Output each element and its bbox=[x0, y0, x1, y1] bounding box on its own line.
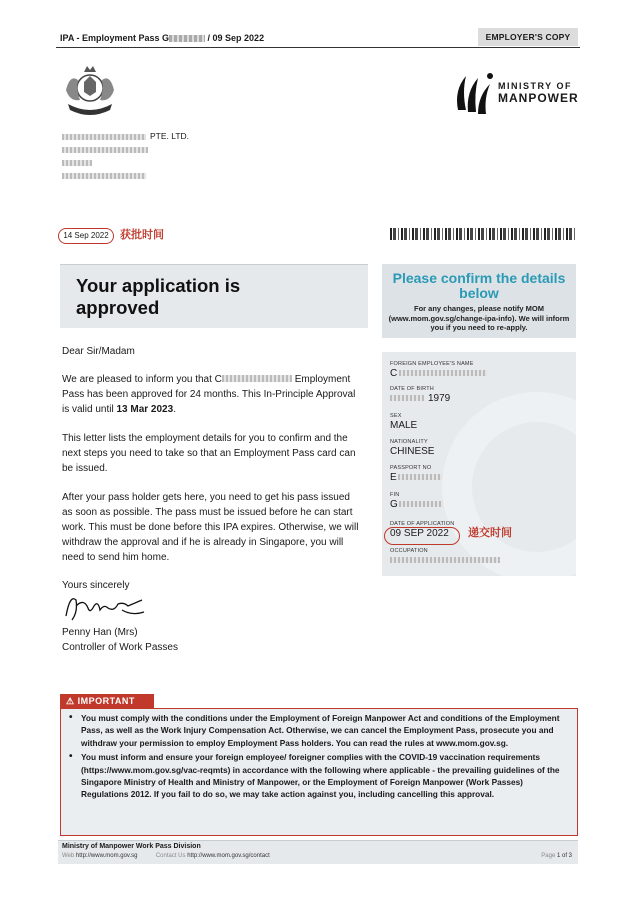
salutation: Dear Sir/Madam bbox=[62, 346, 135, 357]
redacted-text bbox=[222, 375, 292, 382]
footer-links: Web http://www.mom.gov.sg Contact Us http://www.mom.gov.sg/contact bbox=[62, 853, 270, 859]
approval-time-note: 获批时间 bbox=[120, 228, 164, 241]
footer-division: Ministry of Manpower Work Pass Division bbox=[62, 843, 201, 850]
barcode bbox=[390, 228, 576, 240]
redacted-text bbox=[399, 501, 443, 507]
approval-paragraph: We are pleased to inform you that C Employment Pass has been approved for 24 months. This In-Principle Approval is valid until 13 Mar 2023. bbox=[62, 374, 356, 415]
confirm-title: Please confirm the details below bbox=[392, 270, 566, 301]
page-footer bbox=[58, 840, 578, 864]
confirm-subtitle: For any changes, please notify MOM (www.mom.gov.sg/change-ipa-info). We will inform you if you need to re-apply. bbox=[388, 304, 570, 332]
dob-field: DATE OF BIRTH 1979 bbox=[390, 386, 451, 404]
notice-item: • You must comply with the conditions under the Employment of Foreign Manpower Act and conditions of the Employment Pass, as well as the Work Injury Compensation Act. Otherwise, we can cancel the Employment Pass, prosecute you and withdraw your permission to employ Employment Pass holders. You can read the rules at www.mom.gov.sg. bbox=[69, 712, 569, 749]
company-name: PTE. LTD. bbox=[62, 130, 189, 143]
important-notice bbox=[60, 708, 578, 836]
redacted-text bbox=[62, 173, 146, 179]
letter-date: 14 Sep 2022 bbox=[58, 228, 114, 244]
mom-wordmark: MINISTRY OF MANPOWER bbox=[498, 81, 579, 105]
passport-field: PASSPORT NO E bbox=[390, 465, 442, 483]
submission-time-note: 递交时间 bbox=[468, 526, 512, 539]
warning-icon: ⚠ bbox=[66, 696, 75, 706]
redacted-text bbox=[390, 395, 424, 401]
web-link[interactable]: http://www.mom.gov.sg bbox=[75, 853, 138, 859]
confirm-panel bbox=[382, 264, 576, 338]
date-of-application-highlight bbox=[384, 527, 460, 545]
approved-title: Your application is approved bbox=[76, 275, 241, 318]
contact-link[interactable]: http://www.mom.gov.sg/contact bbox=[187, 853, 270, 859]
nationality-field: NATIONALITY CHINESE bbox=[390, 439, 435, 457]
singapore-crest-icon bbox=[58, 60, 122, 120]
document-reference: IPA - Employment Pass G / 09 Sep 2022 bbox=[60, 33, 265, 43]
fin-field: FIN G bbox=[390, 492, 443, 510]
name-field: FOREIGN EMPLOYEE'S NAME C bbox=[390, 361, 487, 379]
signer-name: Penny Han (Mrs) bbox=[62, 627, 138, 638]
date-of-application-field: DATE OF APPLICATION 09 SEP 2022 bbox=[390, 521, 455, 539]
sex-field: SEX MALE bbox=[390, 413, 418, 431]
redacted-text bbox=[62, 160, 92, 166]
important-tag: ⚠ IMPORTANT bbox=[60, 694, 154, 708]
notice-item: • You must inform and ensure your foreign employee/ foreigner complies with the COVID-19 vaccination requirements (https://www.mom.gov.sg/vac-reqmts) in accordance with the following where applicable - the prevailing guidelines of the Singapore Ministry of Health and Ministry of Manpower, or the Employment of Foreign Manpower (Work Passes) Regulations 2012. If you fail to do so, we may take action against you, including cancelling this approval. bbox=[69, 751, 569, 801]
details-paragraph: This letter lists the employment details for you to confirm and the next steps you need to take so that an Employment Pass card can be issued. bbox=[62, 433, 356, 474]
redacted-text bbox=[390, 557, 500, 563]
occupation-field: OCCUPATION bbox=[390, 548, 500, 566]
closing: Yours sincerely bbox=[62, 580, 130, 591]
redacted-text bbox=[398, 474, 442, 480]
employer-copy-tag: EMPLOYER'S COPY bbox=[478, 28, 578, 46]
redacted-reference bbox=[169, 35, 205, 42]
redacted-text bbox=[399, 370, 487, 376]
recipient-address bbox=[62, 130, 189, 182]
page-number: Page 1 of 3 bbox=[541, 853, 572, 859]
signer-title: Controller of Work Passes bbox=[62, 642, 178, 653]
signature-image bbox=[62, 590, 152, 624]
next-steps-paragraph: After your pass holder gets here, you need to get his pass issued as soon as possible. The pass must be issued before he can start work. This must be done before this IPA expires. Otherwise, we will withdraw the approval and if he is already in Singapore, you will need to send him home. bbox=[62, 492, 359, 563]
redacted-text bbox=[62, 147, 148, 153]
approved-banner bbox=[60, 264, 368, 328]
redacted-text bbox=[62, 134, 146, 140]
